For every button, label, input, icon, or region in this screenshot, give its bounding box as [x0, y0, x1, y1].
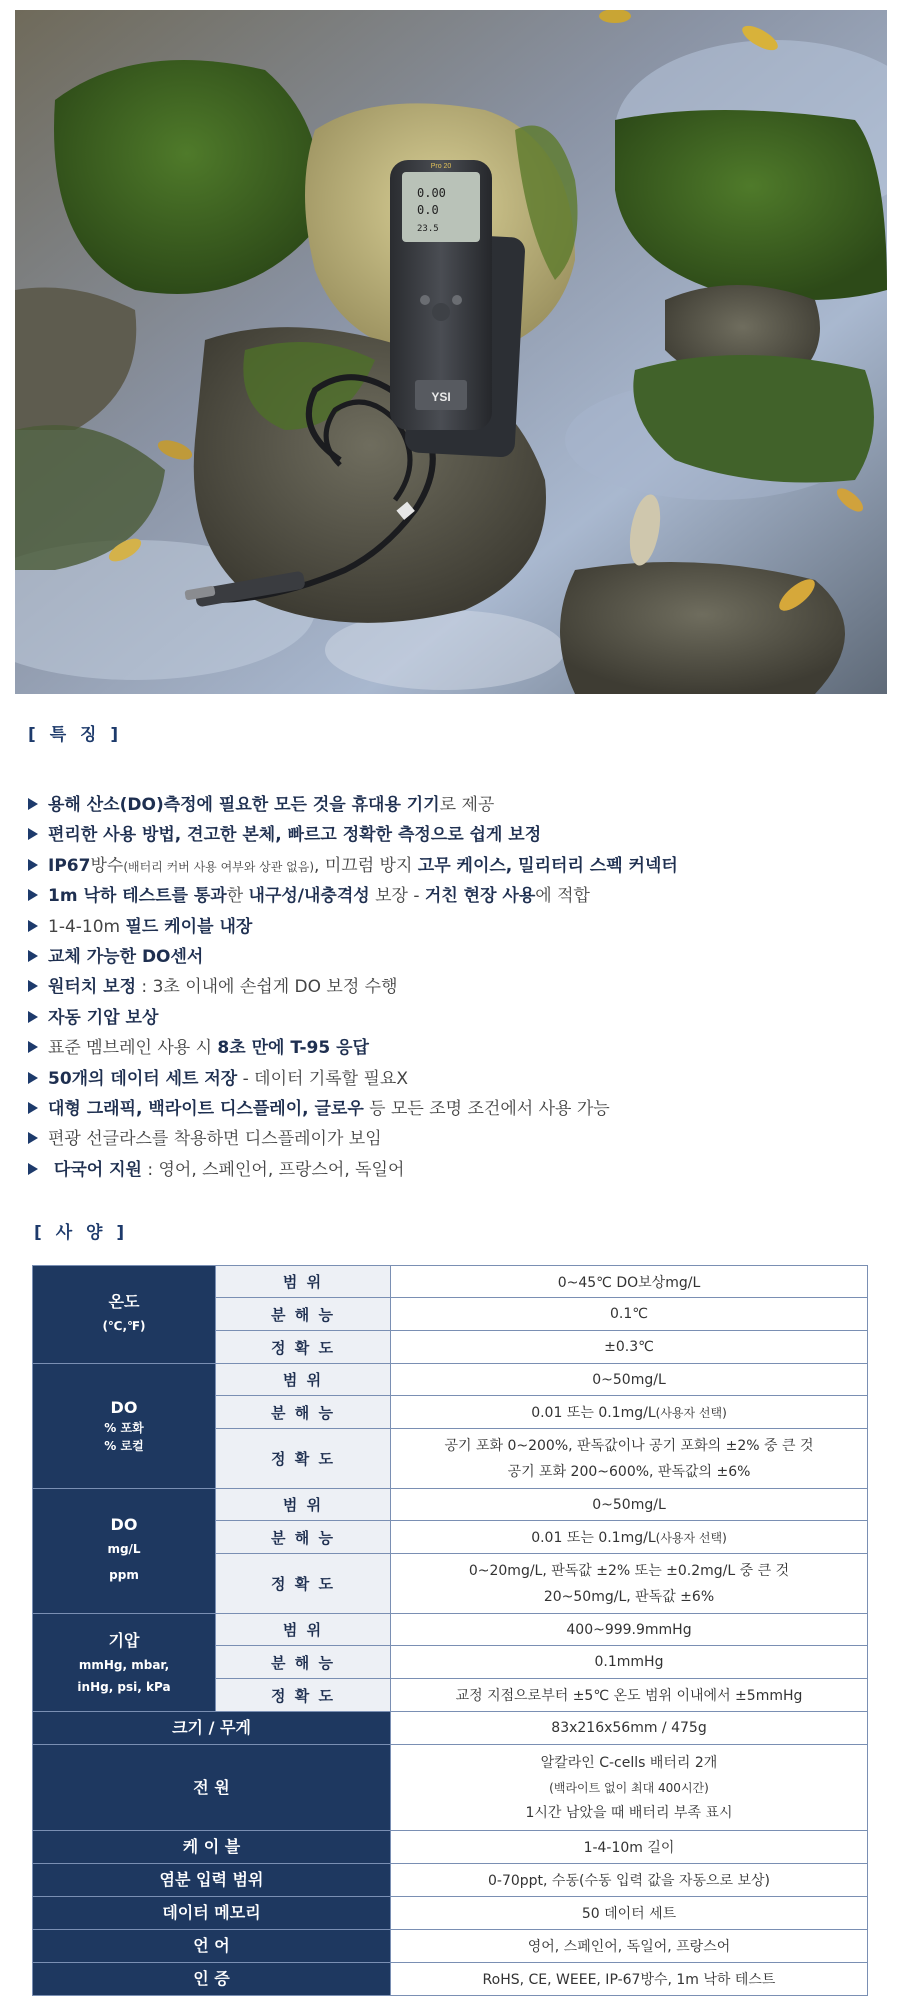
feature-text: : 3초 이내에 손쉽게 DO 보정 수행: [136, 977, 398, 998]
feature-item: [28, 1003, 878, 1033]
feature-text: 내구성/내충격성: [248, 886, 370, 907]
features-title: [ 특 징 ]: [28, 725, 123, 745]
feature-text: 표준 멤브레인 사용 시: [48, 1038, 218, 1059]
feature-text: 거친 현장 사용: [424, 886, 536, 907]
temp-header: 온도 (℃,℉): [33, 1266, 216, 1364]
feature-text: 8초 만에 T-95 응답: [217, 1038, 369, 1059]
feature-text: 한: [226, 886, 249, 907]
feature-text: : 영어, 스페인어, 프랑스어, 독일어: [141, 1159, 405, 1180]
cert-value: RoHS, CE, WEEE, IP-67방수, 1m 낙하 테스트: [391, 1963, 868, 1996]
spec-row-salinity: [33, 1864, 868, 1897]
label-range: 범 위: [216, 1266, 391, 1298]
feature-text: 교체 가능한 DO센서: [48, 946, 204, 967]
spec-row-do-pct-range: [33, 1364, 868, 1396]
spec-row-pressure-range: [33, 1614, 868, 1646]
label-accuracy: 정 확 도: [216, 1331, 391, 1364]
feature-text: 원터치 보정: [48, 977, 137, 998]
feature-text: 1m 낙하 테스트를 통과: [48, 886, 227, 907]
meter-screen-line2: 0.0: [417, 203, 439, 217]
label-accuracy: 정 확 도: [216, 1679, 391, 1712]
feature-item: [28, 912, 878, 942]
feature-text: 고무 케이스, 밀리터리 스펙 커넥터: [417, 855, 678, 876]
pressure-header: 기압 mmHg, mbar, inHg, psi, kPa: [33, 1614, 216, 1712]
pressure-accuracy-value: 교정 지점으로부터 ±5℃ 온도 범위 이내에서 ±5mmHg: [391, 1679, 868, 1712]
feature-text: 에 적합: [535, 886, 590, 907]
do-pct-range-value: 0~50mg/L: [391, 1364, 868, 1396]
feature-text: 편광 선글라스를 착용하면 디스플레이가 보임: [48, 1129, 382, 1150]
label-resolution: 분 해 능: [216, 1298, 391, 1331]
feature-text: (배터리 커버 사용 여부와 상관 없음): [123, 859, 315, 874]
feature-text: 편리한 사용 방법, 견고한 본체, 빠르고 정확한 측정으로 쉽게 보정: [48, 825, 542, 846]
spec-row-temp-range: [33, 1266, 868, 1298]
power-value: 알칼라인 C-cells 배터리 2개 (백라이트 없이 최대 400시간) 1시간 남았을 때 배터리 부족 표시: [391, 1745, 868, 1831]
feature-item: [28, 790, 878, 820]
feature-text: 50개의 데이터 세트 저장: [48, 1068, 238, 1089]
memory-value: 50 데이터 세트: [391, 1897, 868, 1930]
triangle-bullet-icon: [28, 1041, 38, 1053]
do-mg-header: DO mg/L ppm: [33, 1489, 216, 1614]
pressure-resolution-value: 0.1mmHg: [391, 1646, 868, 1679]
language-label: 언 어: [33, 1930, 391, 1963]
do-pct-accuracy-value: 공기 포화 0~200%, 판독값이나 공기 포화의 ±2% 중 큰 것 공기 포화 200~600%, 판독값의 ±6%: [391, 1429, 868, 1489]
spec-row-size: [33, 1712, 868, 1745]
spec-table: [32, 1265, 868, 1996]
feature-text: 보장 -: [369, 886, 425, 907]
size-label: 크기 / 무게: [33, 1712, 391, 1745]
meter-screen-line3: 23.5: [417, 224, 439, 234]
label-resolution: 분 해 능: [216, 1396, 391, 1429]
spec-row-memory: [33, 1897, 868, 1930]
do-mg-resolution-value: 0.01 또는 0.1mg/L(사용자 선택): [391, 1521, 868, 1554]
feature-text: 필드 케이블 내장: [125, 916, 253, 937]
label-range: 범 위: [216, 1614, 391, 1646]
feature-item: [28, 1155, 878, 1185]
size-value: 83x216x56mm / 475g: [391, 1712, 868, 1745]
label-accuracy: 정 확 도: [216, 1429, 391, 1489]
cable-value: 1-4-10m 길이: [391, 1831, 868, 1864]
triangle-bullet-icon: [28, 980, 38, 992]
meter-model-label: Pro 20: [430, 163, 452, 170]
feature-text: IP67: [48, 855, 91, 876]
feature-text: 방수: [90, 855, 124, 876]
do-mg-range-value: 0~50mg/L: [391, 1489, 868, 1521]
feature-text: 등 모든 조명 조건에서 사용 가능: [363, 1098, 610, 1119]
spec-row-language: [33, 1930, 868, 1963]
triangle-bullet-icon: [28, 828, 38, 840]
feature-text: 용해 산소(DO)측정에 필요한 모든 것을 휴대용 기기: [48, 795, 440, 815]
language-value: 영어, 스페인어, 독일어, 프랑스어: [391, 1930, 868, 1963]
label-accuracy: 정 확 도: [216, 1554, 391, 1614]
salinity-value: 0-70ppt, 수동(수동 입력 값을 자동으로 보상): [391, 1864, 868, 1897]
feature-text: 다국어 지원: [48, 1159, 142, 1180]
triangle-bullet-icon: [28, 1072, 38, 1084]
do-mg-accuracy-value: 0~20mg/L, 판독값 ±2% 또는 ±0.2mg/L 중 큰 것 20~50mg/L, 판독값 ±6%: [391, 1554, 868, 1614]
spec-row-cert: [33, 1963, 868, 1996]
label-resolution: 분 해 능: [216, 1646, 391, 1679]
product-photo: [15, 10, 887, 694]
pressure-range-value: 400~999.9mmHg: [391, 1614, 868, 1646]
cert-label: 인 증: [33, 1963, 391, 1996]
feature-item: [28, 820, 878, 850]
label-range: 범 위: [216, 1364, 391, 1396]
spec-row-cable: [33, 1831, 868, 1864]
salinity-label: 염분 입력 범위: [33, 1864, 391, 1897]
power-label: 전 원: [33, 1745, 391, 1831]
feature-item: [28, 1033, 878, 1063]
triangle-bullet-icon: [28, 798, 38, 810]
feature-item: [28, 851, 878, 881]
meter-screen-line1: 0.00: [417, 186, 446, 200]
feature-text: 1-4-10m: [48, 916, 126, 937]
triangle-bullet-icon: [28, 1163, 38, 1175]
meter-brand-logo: YSI: [431, 390, 451, 404]
spec-row-do-mg-range: [33, 1489, 868, 1521]
triangle-bullet-icon: [28, 889, 38, 901]
feature-text: 자동 기압 보상: [48, 1007, 159, 1028]
feature-item: [28, 942, 878, 972]
triangle-bullet-icon: [28, 920, 38, 932]
cable-label: 케 이 블: [33, 1831, 391, 1864]
triangle-bullet-icon: [28, 1132, 38, 1144]
label-range: 범 위: [216, 1489, 391, 1521]
triangle-bullet-icon: [28, 1102, 38, 1114]
do-pct-header: DO % 포화 % 로컬: [33, 1364, 216, 1489]
spec-title: [ 사 양 ]: [34, 1223, 129, 1243]
feature-item: [28, 1064, 878, 1094]
temp-resolution-value: 0.1℃: [391, 1298, 868, 1331]
spec-row-power: [33, 1745, 868, 1831]
feature-item: [28, 972, 878, 1002]
label-resolution: 분 해 능: [216, 1521, 391, 1554]
feature-item: [28, 881, 878, 911]
triangle-bullet-icon: [28, 859, 38, 871]
memory-label: 데이터 메모리: [33, 1897, 391, 1930]
feature-text: 로 제공: [439, 795, 495, 815]
temp-range-value: 0~45℃ DO보상mg/L: [391, 1266, 868, 1298]
feature-text: 대형 그래픽, 백라이트 디스플레이, 글로우: [48, 1098, 364, 1119]
feature-item: [28, 1094, 878, 1124]
triangle-bullet-icon: [28, 950, 38, 962]
temp-accuracy-value: ±0.3℃: [391, 1331, 868, 1364]
features-list: [28, 790, 878, 1185]
triangle-bullet-icon: [28, 1011, 38, 1023]
meter-on-rocks-illustration: [15, 10, 887, 694]
do-pct-resolution-value: 0.01 또는 0.1mg/L(사용자 선택): [391, 1396, 868, 1429]
feature-text: , 미끄럼 방지: [314, 855, 418, 876]
feature-text: - 데이터 기록할 필요X: [237, 1068, 408, 1089]
feature-item: [28, 1124, 878, 1154]
